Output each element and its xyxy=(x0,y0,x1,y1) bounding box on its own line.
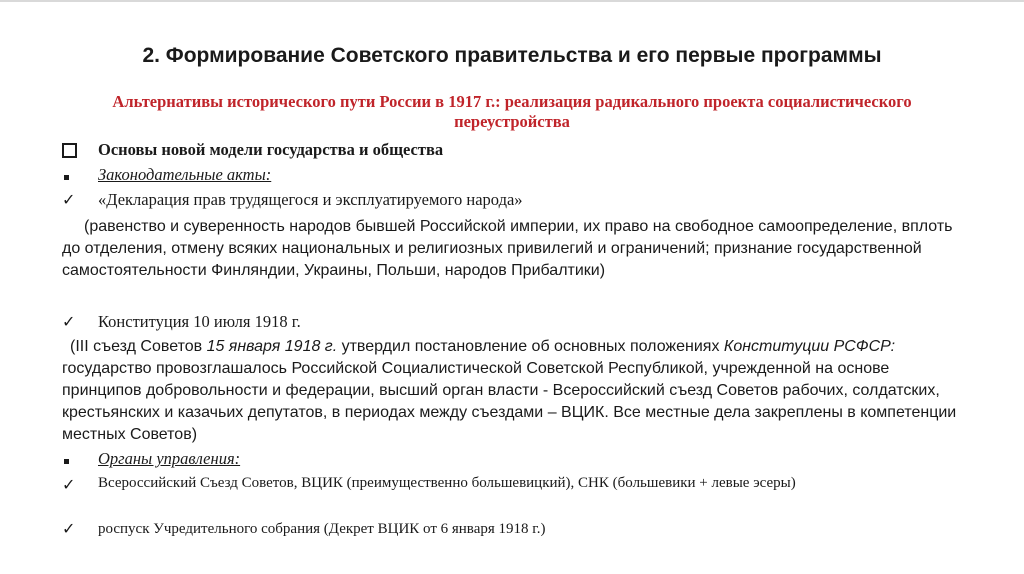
slide-title: 2. Формирование Советского правительства и его первые программы xyxy=(142,44,882,67)
list-item-text: Законодательные акты: xyxy=(98,165,272,184)
list-item xyxy=(62,518,994,540)
slide-subtitle: Альтернативы исторического пути России в 1917 г.: реализация радикального проекта социалистического переустройства xyxy=(112,92,912,131)
constitution-paragraph xyxy=(62,336,972,446)
list-item xyxy=(62,311,994,333)
list-item-text: Конституция 10 июля 1918 г. xyxy=(98,312,301,331)
top-divider xyxy=(0,0,1024,2)
list-item xyxy=(62,139,994,161)
constitution-date: 15 января 1918 г. xyxy=(206,338,338,355)
list-item xyxy=(62,448,994,470)
check-icon: ✓ xyxy=(62,190,76,209)
list-item xyxy=(62,164,994,186)
check-icon: ✓ xyxy=(62,312,76,331)
list-item-text: Органы управления: xyxy=(98,449,241,468)
list-item-text: Всероссийский Съезд Советов, ВЦИК (преимущественно большевицкий), СНК (большевики + левые эсеры) xyxy=(98,475,796,491)
constitution-doc-title: Конституции РСФСР: xyxy=(723,338,896,355)
constitution-text-part: государство провозглашалось Российской Социалистической Советской Республикой, учрежденной на основе принципов добровольности и федерации, высший орган власти - Всероссийский съезд Советов рабочих, солдатских, крестьянских и казачьих депутатов, в периодах между съездами – ВЦИК. Все местные дела закреплены в компетенции местных Советов) xyxy=(62,360,957,443)
check-icon: ✓ xyxy=(62,475,76,494)
list-item xyxy=(62,189,994,211)
check-icon: ✓ xyxy=(62,519,76,538)
list-item-text: Основы новой модели государства и общества xyxy=(98,140,444,159)
list-item xyxy=(62,474,994,492)
list-item-text: роспуск Учредительного собрания (Декрет ВЦИК от 6 января 1918 г.) xyxy=(98,521,546,537)
constitution-text-part: (III съезд Советов xyxy=(70,338,207,355)
constitution-text-part: утвердил постановление об основных положениях xyxy=(337,338,724,355)
square-bullet-icon xyxy=(64,459,69,464)
declaration-paragraph: (равенство и суверенность народов бывшей Российской империи, их право на свободное самоопределение, вплоть до отделения, отмену всяких национальных и религиозных привилегий и ограничений; признание государственной самостоятельности Финляндии, Украины, Польши, народов Прибалтики) xyxy=(62,218,953,279)
checkbox-icon xyxy=(62,143,77,158)
list-item-text: «Декларация прав трудящегося и эксплуатируемого народа» xyxy=(98,190,523,209)
square-bullet-icon xyxy=(64,175,69,180)
